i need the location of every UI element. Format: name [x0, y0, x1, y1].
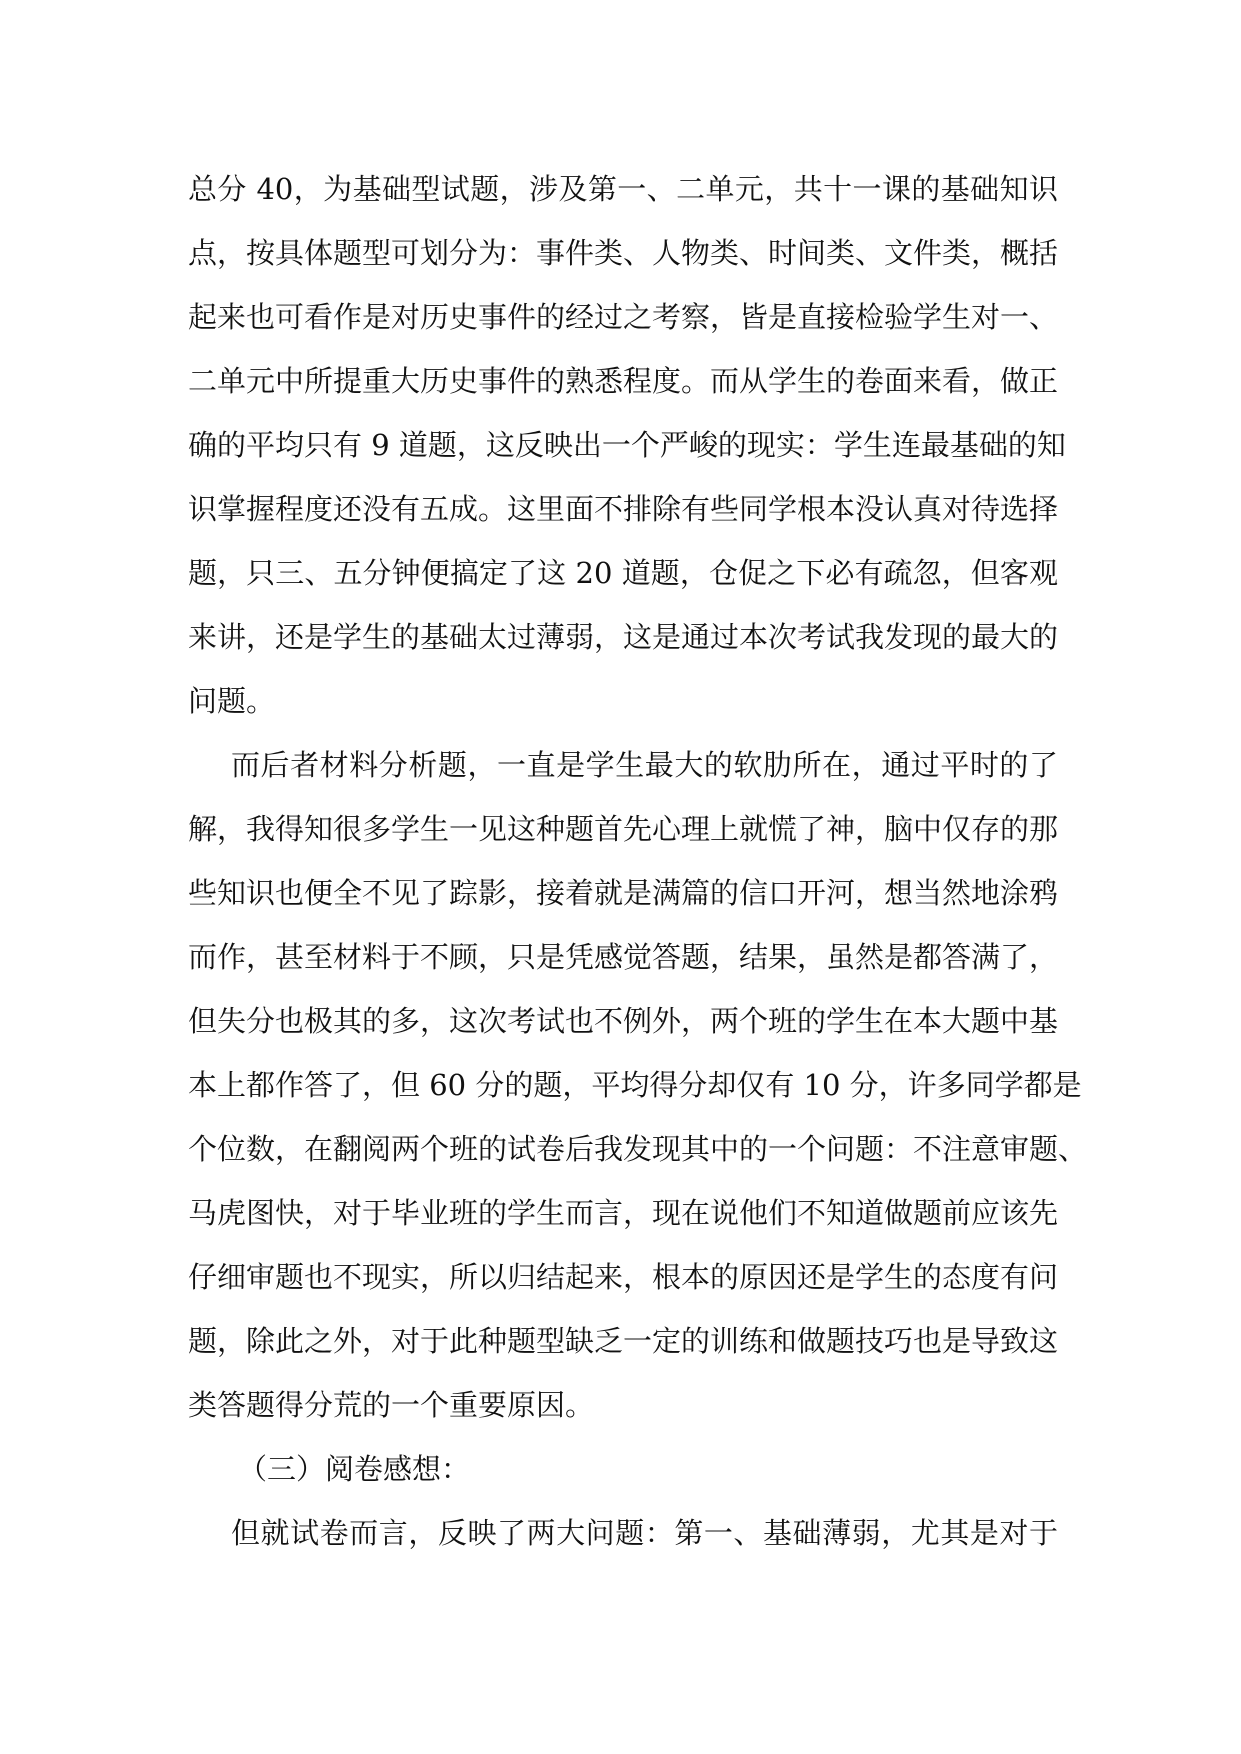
- text-line: 点，按具体题型可划分为：事件类、人物类、时间类、文件类，概括: [188, 236, 1059, 270]
- text-line: 些知识也便全不见了踪影，接着就是满篇的信口开河，想当然地涂鸦: [188, 876, 1059, 910]
- text-line: 而后者材料分析题，一直是学生最大的软肋所在，通过平时的了: [231, 748, 1058, 782]
- paragraph-exam-basics: [188, 157, 1066, 733]
- text-line: 起来也可看作是对历史事件的经过之考察，皆是直接检验学生对一、: [188, 300, 1059, 334]
- text-line: 个位数，在翻阅两个班的试卷后我发现其中的一个问题：不注意审题、: [188, 1132, 1088, 1166]
- section-heading: （三）阅卷感想：: [238, 1452, 471, 1486]
- text-line: 但失分也极其的多，这次考试也不例外，两个班的学生在本大题中基: [188, 1004, 1059, 1038]
- text-line: 题，除此之外，对于此种题型缺乏一定的训练和做题技巧也是导致这: [188, 1324, 1059, 1358]
- text-line: 来讲，还是学生的基础太过薄弱，这是通过本次考试我发现的最大的: [188, 620, 1059, 654]
- paragraph-material-analysis: [188, 733, 1088, 1437]
- text-line: 二单元中所提重大历史事件的熟悉程度。而从学生的卷面来看，做正: [188, 364, 1059, 398]
- text-line: 题，只三、五分钟便搞定了这 20 道题，仓促之下必有疏忽，但客观: [188, 556, 1058, 590]
- body-text: [188, 157, 1088, 1565]
- text-line: 解，我得知很多学生一见这种题首先心理上就慌了神，脑中仅存的那: [188, 812, 1059, 846]
- text-line: 仔细审题也不现实，所以归结起来，根本的原因还是学生的态度有问: [188, 1260, 1059, 1294]
- text-line: 本上都作答了，但 60 分的题，平均得分却仅有 10 分，许多同学都是: [188, 1068, 1082, 1102]
- text-line: 马虎图快，对于毕业班的学生而言，现在说他们不知道做题前应该先: [188, 1196, 1059, 1230]
- text-line: 问题。: [188, 684, 276, 718]
- text-line: 类答题得分荒的一个重要原因。: [188, 1388, 595, 1422]
- paragraph-reflections: [188, 1501, 1058, 1565]
- text-line: 而作，甚至材料于不顾，只是凭感觉答题，结果，虽然是都答满了，: [188, 940, 1059, 974]
- text-line: 总分 40，为基础型试题，涉及第一、二单元，共十一课的基础知识: [188, 172, 1058, 206]
- text-line: 识掌握程度还没有五成。这里面不排除有些同学根本没认真对待选择: [188, 492, 1059, 526]
- text-line: 确的平均只有 9 道题，这反映出一个严峻的现实：学生连最基础的知: [188, 428, 1066, 462]
- text-line: 但就试卷而言，反映了两大问题：第一、基础薄弱，尤其是对于: [231, 1516, 1058, 1550]
